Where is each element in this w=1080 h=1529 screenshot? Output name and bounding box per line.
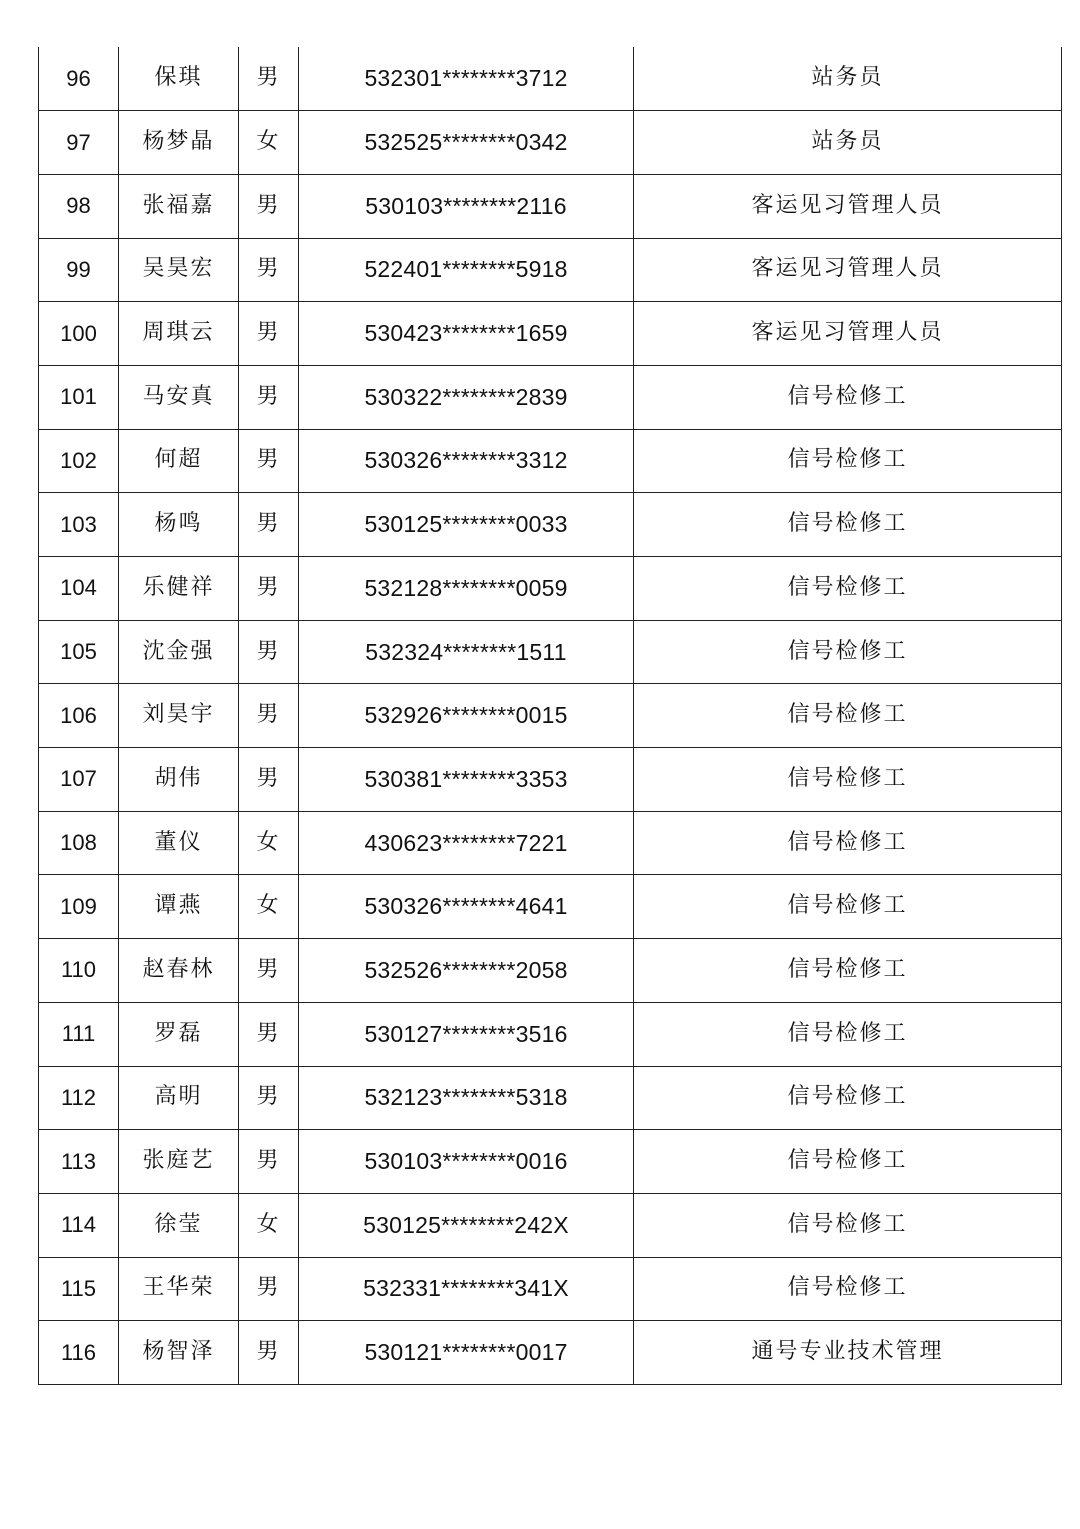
row-name: 杨鸣: [119, 493, 239, 557]
table-row: [39, 811, 1062, 875]
table-row: [39, 493, 1062, 557]
row-id-number: 532301********3712: [299, 47, 634, 111]
row-position: 信号检修工: [634, 684, 1062, 748]
row-id-number: 530125********242X: [299, 1193, 634, 1257]
row-gender: 女: [239, 875, 299, 939]
table-row: [39, 429, 1062, 493]
row-gender: 男: [239, 302, 299, 366]
row-position: 信号检修工: [634, 875, 1062, 939]
row-name: 马安真: [119, 365, 239, 429]
row-position: 信号检修工: [634, 1257, 1062, 1321]
row-name: 张庭艺: [119, 1130, 239, 1194]
row-number: 112: [39, 1066, 119, 1130]
row-number: 97: [39, 111, 119, 175]
table-row: [39, 684, 1062, 748]
row-position: 通号专业技术管理: [634, 1321, 1062, 1385]
row-number: 102: [39, 429, 119, 493]
row-name: 罗磊: [119, 1002, 239, 1066]
row-gender: 男: [239, 748, 299, 812]
row-number: 108: [39, 811, 119, 875]
row-id-number: 530127********3516: [299, 1002, 634, 1066]
row-number: 110: [39, 939, 119, 1003]
row-gender: 男: [239, 684, 299, 748]
row-gender: 男: [239, 1066, 299, 1130]
row-id-number: 430623********7221: [299, 811, 634, 875]
row-id-number: 530381********3353: [299, 748, 634, 812]
row-gender: 男: [239, 429, 299, 493]
row-name: 张福嘉: [119, 174, 239, 238]
row-id-number: 532525********0342: [299, 111, 634, 175]
row-position: 信号检修工: [634, 493, 1062, 557]
row-position: 客运见习管理人员: [634, 174, 1062, 238]
row-number: 101: [39, 365, 119, 429]
row-name: 董仪: [119, 811, 239, 875]
row-position: 信号检修工: [634, 1002, 1062, 1066]
row-position: 信号检修工: [634, 748, 1062, 812]
row-name: 杨梦晶: [119, 111, 239, 175]
row-gender: 男: [239, 939, 299, 1003]
row-id-number: 530423********1659: [299, 302, 634, 366]
row-name: 徐莹: [119, 1193, 239, 1257]
roster-table: [38, 47, 1062, 1385]
row-number: 100: [39, 302, 119, 366]
row-number: 103: [39, 493, 119, 557]
row-number: 109: [39, 875, 119, 939]
row-name: 周琪云: [119, 302, 239, 366]
row-gender: 男: [239, 47, 299, 111]
row-gender: 男: [239, 493, 299, 557]
row-gender: 男: [239, 1002, 299, 1066]
table-row: [39, 620, 1062, 684]
row-number: 104: [39, 557, 119, 621]
row-name: 赵春林: [119, 939, 239, 1003]
table-row: [39, 1002, 1062, 1066]
row-number: 106: [39, 684, 119, 748]
row-name: 吴昊宏: [119, 238, 239, 302]
table-row: [39, 1130, 1062, 1194]
row-name: 沈金强: [119, 620, 239, 684]
row-position: 客运见习管理人员: [634, 302, 1062, 366]
row-id-number: 532526********2058: [299, 939, 634, 1003]
row-number: 105: [39, 620, 119, 684]
row-number: 98: [39, 174, 119, 238]
table-row: [39, 748, 1062, 812]
row-id-number: 532926********0015: [299, 684, 634, 748]
row-id-number: 530103********0016: [299, 1130, 634, 1194]
row-number: 107: [39, 748, 119, 812]
table-row: [39, 1066, 1062, 1130]
row-number: 113: [39, 1130, 119, 1194]
row-name: 保琪: [119, 47, 239, 111]
row-position: 信号检修工: [634, 429, 1062, 493]
row-position: 信号检修工: [634, 1130, 1062, 1194]
row-number: 115: [39, 1257, 119, 1321]
row-name: 高明: [119, 1066, 239, 1130]
row-name: 杨智泽: [119, 1321, 239, 1385]
table-row: [39, 47, 1062, 111]
row-name: 刘昊宇: [119, 684, 239, 748]
row-id-number: 530121********0017: [299, 1321, 634, 1385]
row-position: 信号检修工: [634, 620, 1062, 684]
table-row: [39, 1321, 1062, 1385]
row-gender: 女: [239, 1193, 299, 1257]
row-id-number: 532324********1511: [299, 620, 634, 684]
row-id-number: 532128********0059: [299, 557, 634, 621]
row-number: 96: [39, 47, 119, 111]
row-position: 站务员: [634, 111, 1062, 175]
row-position: 信号检修工: [634, 1066, 1062, 1130]
row-gender: 男: [239, 365, 299, 429]
table-row: [39, 875, 1062, 939]
row-name: 乐健祥: [119, 557, 239, 621]
row-id-number: 530326********3312: [299, 429, 634, 493]
row-gender: 女: [239, 111, 299, 175]
row-id-number: 522401********5918: [299, 238, 634, 302]
row-id-number: 532123********5318: [299, 1066, 634, 1130]
row-gender: 男: [239, 1257, 299, 1321]
table-row: [39, 557, 1062, 621]
roster-table-body: [39, 47, 1062, 1384]
row-number: 111: [39, 1002, 119, 1066]
row-position: 信号检修工: [634, 1193, 1062, 1257]
row-gender: 男: [239, 238, 299, 302]
row-position: 信号检修工: [634, 939, 1062, 1003]
row-position: 站务员: [634, 47, 1062, 111]
row-position: 信号检修工: [634, 365, 1062, 429]
row-name: 谭燕: [119, 875, 239, 939]
row-gender: 女: [239, 811, 299, 875]
table-row: [39, 302, 1062, 366]
row-number: 99: [39, 238, 119, 302]
row-name: 王华荣: [119, 1257, 239, 1321]
row-id-number: 530326********4641: [299, 875, 634, 939]
table-row: [39, 238, 1062, 302]
table-row: [39, 174, 1062, 238]
row-id-number: 530125********0033: [299, 493, 634, 557]
row-number: 114: [39, 1193, 119, 1257]
row-name: 胡伟: [119, 748, 239, 812]
table-row: [39, 1193, 1062, 1257]
row-gender: 男: [239, 620, 299, 684]
row-id-number: 532331********341X: [299, 1257, 634, 1321]
table-row: [39, 111, 1062, 175]
row-position: 信号检修工: [634, 811, 1062, 875]
table-row: [39, 939, 1062, 1003]
row-id-number: 530103********2116: [299, 174, 634, 238]
row-number: 116: [39, 1321, 119, 1385]
row-id-number: 530322********2839: [299, 365, 634, 429]
table-row: [39, 1257, 1062, 1321]
row-gender: 男: [239, 557, 299, 621]
row-position: 客运见习管理人员: [634, 238, 1062, 302]
row-gender: 男: [239, 1321, 299, 1385]
row-position: 信号检修工: [634, 557, 1062, 621]
row-name: 何超: [119, 429, 239, 493]
row-gender: 男: [239, 1130, 299, 1194]
table-row: [39, 365, 1062, 429]
row-gender: 男: [239, 174, 299, 238]
